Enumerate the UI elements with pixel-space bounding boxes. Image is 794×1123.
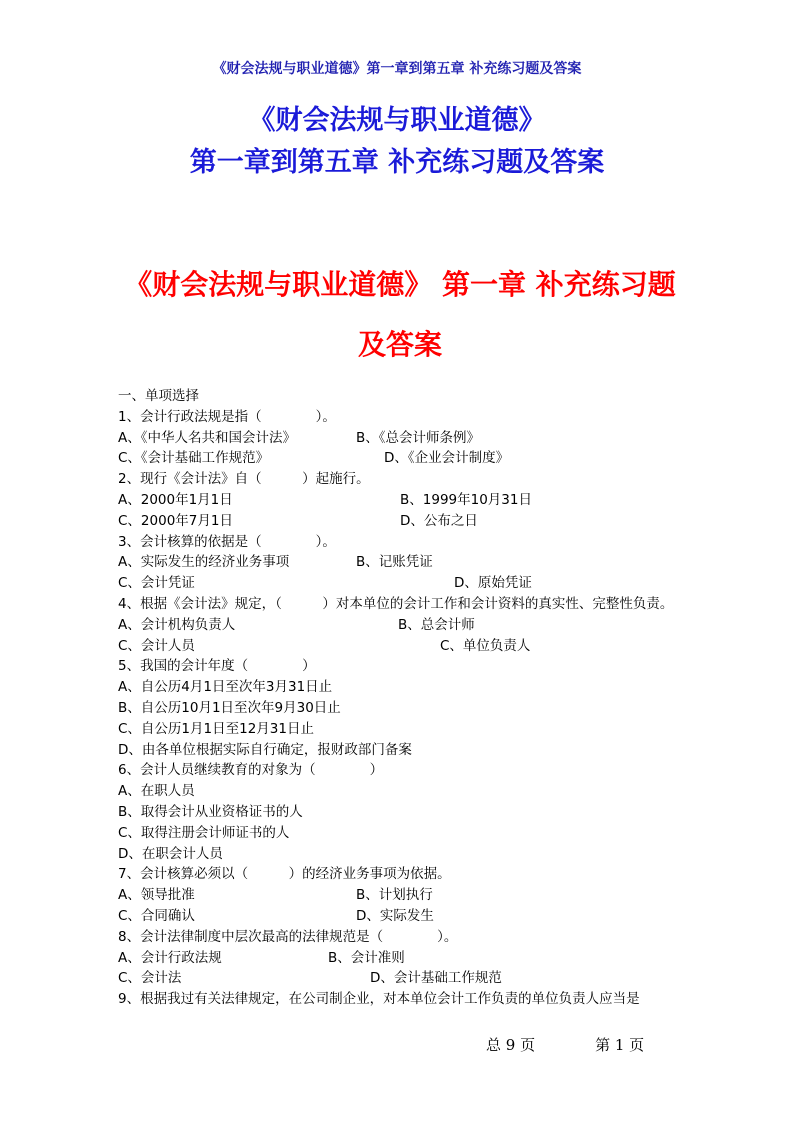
option-c: C、《会计基础工作规范》 [118, 450, 270, 467]
option-c: C、会计法 [118, 970, 182, 987]
chapter-title: 《财会法规与职业道德》 第一章 补充练习题及答案 [124, 268, 676, 361]
option-row [118, 490, 683, 511]
option-b: B、总会计师 [398, 616, 475, 633]
question-2: 2、现行《会计法》自（ ）起施行。 [118, 471, 370, 488]
option-b: B、记账凭证 [356, 554, 433, 571]
title-line-1: 《财会法规与职业道德》 [248, 105, 546, 136]
page-number: 第 1 页 [595, 1036, 645, 1054]
option-b: B、计划执行 [356, 887, 433, 904]
option-b: B、取得会计从业资格证书的人 [118, 803, 303, 820]
option-d: D、由各单位根据实际自行确定，报财政部门备案 [118, 741, 412, 758]
option-d: D、实际发生 [356, 907, 434, 924]
option-a: A、会计行政法规 [118, 949, 222, 966]
option-c: C、会计人员 [118, 637, 195, 654]
option-row [118, 906, 683, 927]
question-8: 8、会计法律制度中层次最高的法律规范是（ ）。 [118, 928, 458, 945]
option-row [118, 968, 683, 989]
option-d: D、公布之日 [400, 512, 478, 529]
option-a: A、领导批准 [118, 887, 195, 904]
option-a: A、自公历4月1日至次年3月31日止 [118, 679, 333, 696]
page-footer [486, 1034, 644, 1055]
option-row [118, 573, 683, 594]
option-d: C、单位负责人 [440, 637, 531, 654]
option-row [118, 428, 683, 449]
option-row [118, 636, 683, 657]
question-content [118, 386, 683, 1010]
question-6: 6、会计人员继续教育的对象为（ ） [118, 762, 384, 779]
option-row [118, 948, 683, 969]
option-a: A、《中华人名共和国会计法》 [118, 429, 296, 446]
option-d: D、在职会计人员 [118, 845, 223, 862]
document-title [0, 100, 794, 184]
option-b: B、自公历10月1日至次年9月30日止 [118, 699, 341, 716]
option-c: C、会计凭证 [118, 575, 195, 592]
option-a: A、2000年1月1日 [118, 491, 233, 508]
option-d: D、会计基础工作规范 [370, 970, 502, 987]
option-c: C、2000年7月1日 [118, 512, 233, 529]
option-a: A、实际发生的经济业务事项 [118, 554, 290, 571]
page-header: 《财会法规与职业道德》第一章到第五章 补充练习题及答案 [212, 61, 582, 77]
question-1: 1、会计行政法规是指（ ）。 [118, 408, 336, 425]
question-7: 7、会计核算必须以（ ）的经济业务事项为依据。 [118, 866, 451, 883]
option-d: D、《企业会计制度》 [384, 450, 510, 467]
option-b: B、会计准则 [328, 949, 405, 966]
option-b: B、1999年10月31日 [400, 491, 532, 508]
option-c: C、合同确认 [118, 907, 195, 924]
option-row [118, 511, 683, 532]
section-heading: 一、单项选择 [118, 388, 199, 404]
option-c: C、自公历1月1日至12月31日止 [118, 720, 314, 737]
question-3: 3、会计核算的依据是（ ）。 [118, 533, 336, 550]
option-a: A、在职人员 [118, 783, 195, 800]
question-4: 4、根据《会计法》规定，（ ）对本单位的会计工作和会计资料的真实性、完整性负责。 [118, 595, 674, 612]
option-row [118, 615, 683, 636]
option-d: D、原始凭证 [454, 575, 532, 592]
option-c: C、取得注册会计师证书的人 [118, 824, 290, 841]
option-a: A、会计机构负责人 [118, 616, 236, 633]
option-b: B、《总会计师条例》 [356, 429, 481, 446]
question-9: 9、根据我过有关法律规定，在公司制企业，对本单位会计工作负责的单位负责人应当是 [118, 991, 640, 1008]
total-pages: 总 9 页 [486, 1036, 536, 1054]
option-row [118, 885, 683, 906]
question-5: 5、我国的会计年度（ ） [118, 658, 316, 675]
option-row [118, 552, 683, 573]
option-row [118, 448, 683, 469]
title-line-2: 第一章到第五章 补充练习题及答案 [189, 147, 605, 178]
